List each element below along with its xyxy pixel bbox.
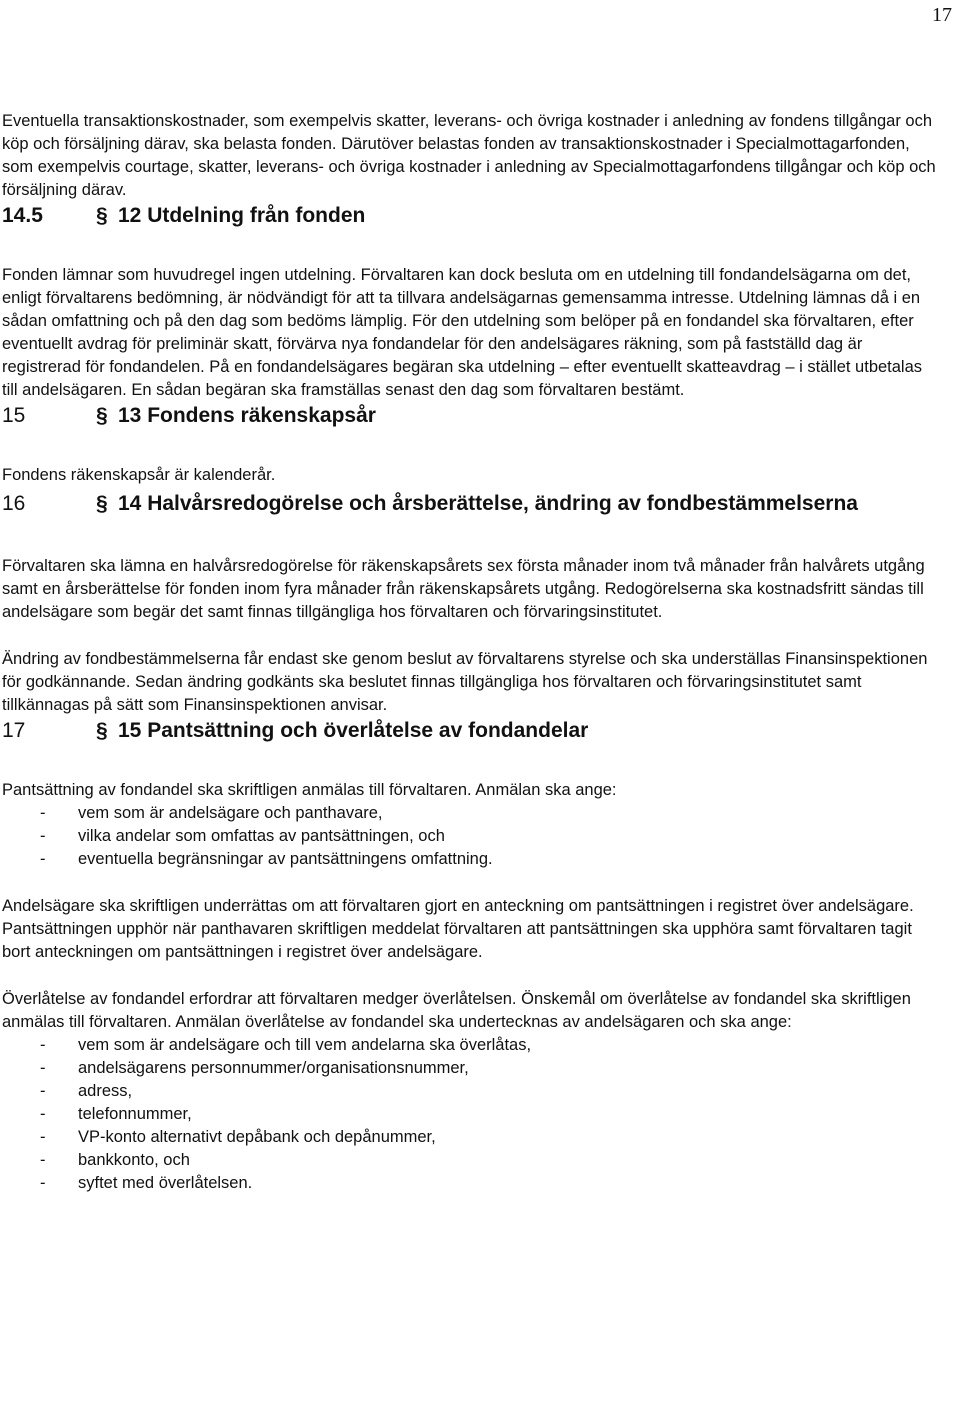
- heading-section-12: [2, 202, 942, 230]
- section-sign-icon: §: [96, 204, 108, 227]
- section-sign-icon: §: [96, 492, 108, 515]
- list-item: - andelsägarens personnummer/organisationsnummer,: [40, 1059, 469, 1077]
- heading-section-13: [2, 402, 942, 430]
- section-15-body-1: Pantsättning av fondandel ska skriftligen anmälas till förvaltaren. Anmälan ska ange:: [2, 781, 617, 799]
- list-item: - vem som är andelsägare och till vem andelarna ska överlåtas,: [40, 1036, 532, 1054]
- section-15-body-3: Överlåtelse av fondandel erfordrar att förvaltaren medger överlåtelsen. Önskemål om överlåtelse av fondandel ska skriftligen anmälas till förvaltaren. Anmälan överlåtelse av fondandel ska undertecknas av andelsägaren och ska ange:: [2, 990, 911, 1031]
- intro-paragraph: Eventuella transaktionskostnader, som exempelvis skatter, leverans- och övriga kostnader i anledning av fondens tillgångar och köp och försäljning därav, ska belasta fonden. Därutöver belastas fonden av transaktionskostnader i Specialmottagarfonden, som exempelvis courtage, skatter, leverans- och övriga kostnader i anledning av Specialmottagarfondens tillgångar och köp och försäljning därav.: [2, 112, 936, 199]
- section-sign-icon: §: [96, 719, 108, 742]
- list-item: - eventuella begränsningar av pantsättningens omfattning.: [40, 850, 493, 868]
- heading-title: [96, 402, 942, 430]
- document-body: [2, 110, 942, 1195]
- heading-number: 14.5: [2, 204, 43, 227]
- list-item: - vem som är andelsägare och panthavare,: [40, 804, 383, 822]
- section-sign-icon: §: [96, 404, 108, 427]
- list-item: - bankkonto, och: [40, 1151, 190, 1169]
- heading-number: 17: [2, 719, 26, 742]
- list-item: - VP-konto alternativt depåbank och depånummer,: [40, 1128, 436, 1146]
- heading-section-14: [2, 487, 942, 521]
- heading-number: 16: [2, 492, 26, 515]
- heading-title: [96, 202, 942, 230]
- section-12-body: Fonden lämnar som huvudregel ingen utdelning. Förvaltaren kan dock besluta om en utdelning till fondandelsägarna om det, enligt förvaltarens bedömning, är nödvändigt för att ta tillvara andelsägarnas gemensamma intresse. Utdelning lämnas då i en sådan omfattning och på den dag som bedöms lämplig. För den utdelning som belöper på en fondandel ska förvaltaren, efter eventuellt avdrag för preliminär skatt, förvärva nya fondandelar för den andelsägares räkning, som på fastställd dag är registrerad för fondandelen. På en fondandelsägares begäran ska utdelning – efter eventuellt skatteavdrag – i stället utbetalas till andelsägaren. En sådan begäran ska framställas senast den dag som förvaltaren bestämt.: [2, 266, 923, 399]
- list-item: - adress,: [40, 1082, 133, 1100]
- section-14-body-2: Ändring av fondbestämmelserna får endast ske genom beslut av förvaltarens styrelse och ska underställas Finansinspektionen för godkännande. Sedan ändring godkänts ska beslutet finnas tillgängliga hos förvaltaren och förvaringsinstitutet samt tillkännagas på sätt som Finansinspektionen anvisar.: [2, 650, 928, 714]
- section-13-body: Fondens räkenskapsår är kalenderår.: [2, 466, 276, 484]
- pledge-requirements-list: [2, 802, 942, 871]
- heading-text: 13 Fondens räkenskapsår: [118, 404, 376, 427]
- heading-text: 14 Halvårsredogörelse och årsberättelse, ändring av fondbestämmelserna: [118, 492, 858, 515]
- transfer-requirements-list: [2, 1034, 942, 1195]
- heading-text: 15 Pantsättning och överlåtelse av fondandelar: [118, 719, 589, 742]
- section-15-body-2: Andelsägare ska skriftligen underrättas om att förvaltaren gjort en anteckning om pantsättningen i registret över andelsägare. Pantsättningen upphör när panthavaren skriftligen meddelat förvaltaren att pantsättningen ska upphöra samt förvaltaren tagit bort anteckningen om pantsättningen i registret över andelsägare.: [2, 897, 914, 961]
- heading-title: [96, 487, 942, 521]
- heading-section-15: [2, 717, 942, 745]
- section-14-body-1: Förvaltaren ska lämna en halvårsredogörelse för räkenskapsårets sex första månader inom två månader från halvårets utgång samt en årsberättelse för fonden inom fyra månader från räkenskapsårets utgång. Redogörelserna ska kostnadsfritt sändas till andelsägare som begär det samt finnas tillgängliga hos förvaltaren och förvaringsinstitutet.: [2, 557, 925, 621]
- heading-number: 15: [2, 404, 26, 427]
- heading-text: 12 Utdelning från fonden: [118, 204, 366, 227]
- list-item: - telefonnummer,: [40, 1105, 192, 1123]
- heading-title: [96, 717, 942, 745]
- list-item: - syftet med överlåtelsen.: [40, 1174, 253, 1192]
- list-item: - vilka andelar som omfattas av pantsättningen, och: [40, 827, 445, 845]
- page-number: 17: [932, 4, 952, 26]
